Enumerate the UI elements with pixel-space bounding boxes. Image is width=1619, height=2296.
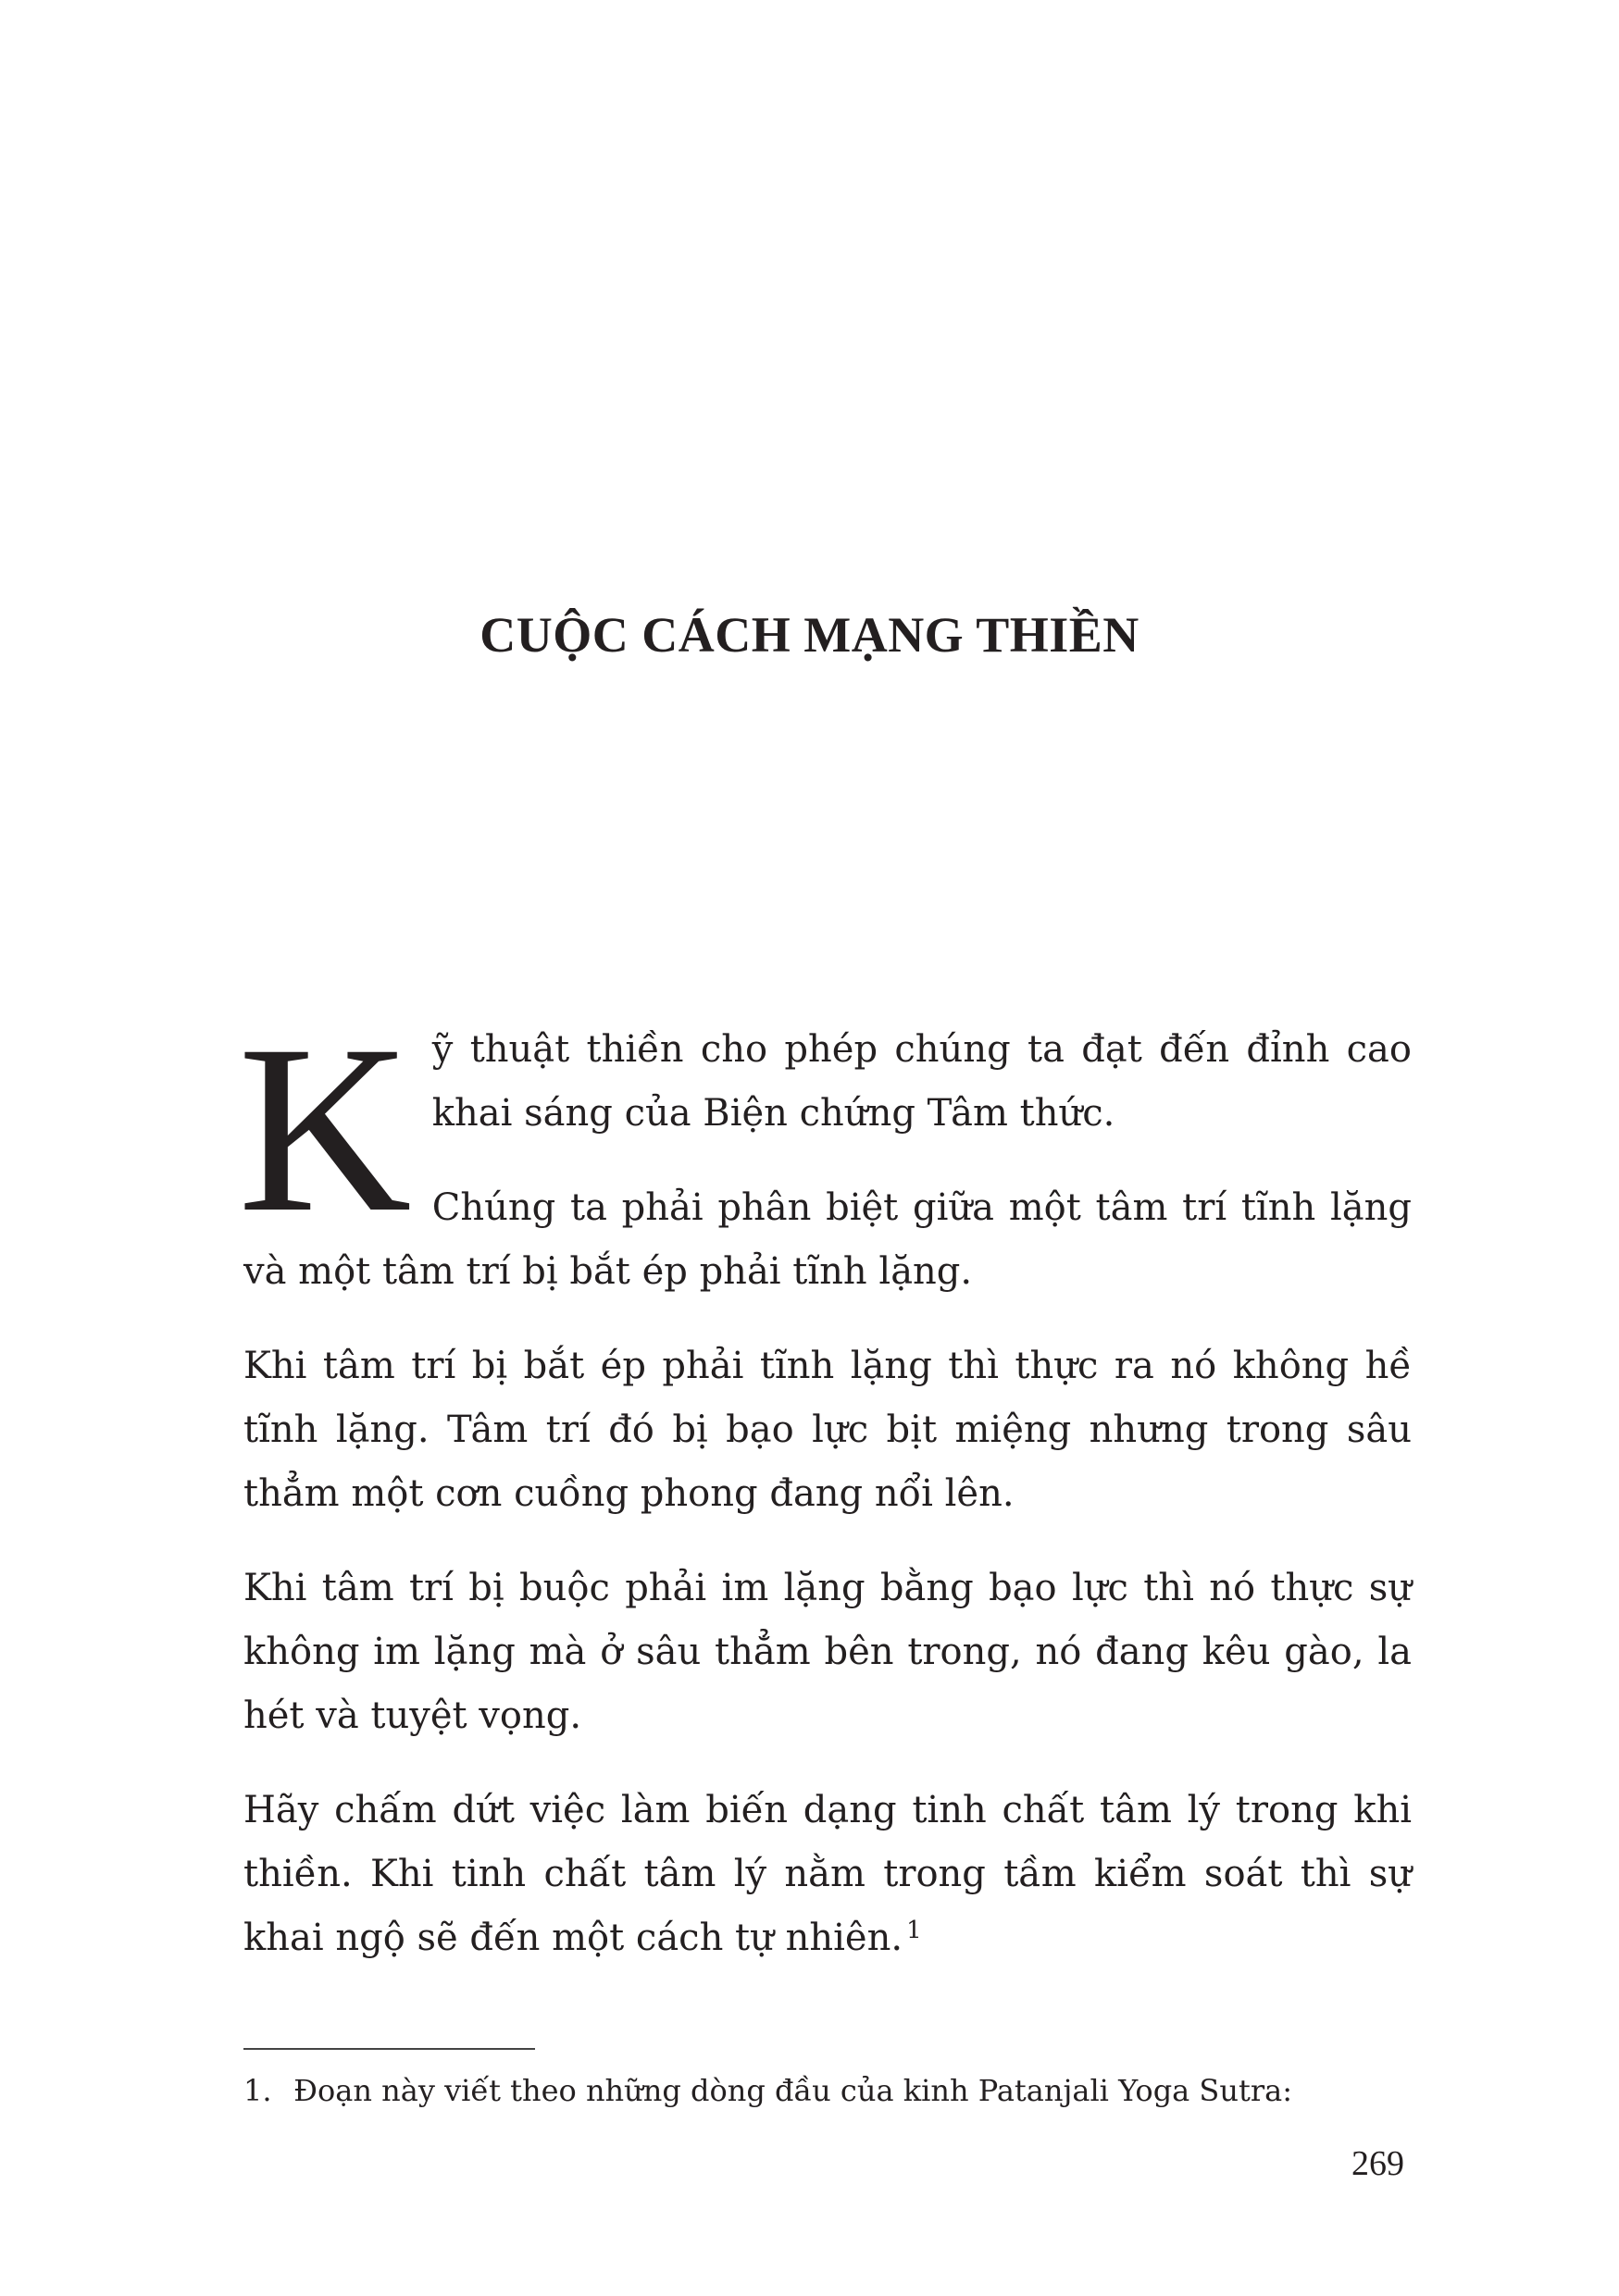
paragraph-2: [243, 1176, 1412, 1304]
chapter-title: CUỘC CÁCH MẠNG THIỀN: [479, 607, 1140, 663]
paragraph-5: [243, 1779, 1412, 1970]
paragraph-3: Khi tâm trí bị bắt ép phải tĩnh lặng thì thực ra nó không hề tĩnh lặng. Tâm trí đó bị bạo lực bịt miệng nhưng trong sâu thẳm một cơn cuồng phong đang nổi lên.: [243, 1345, 1412, 1515]
footnote-number: 1.: [243, 2073, 272, 2108]
footnote-text: Đoạn này viết theo những dòng đầu của kinh Patanjali Yoga Sutra:: [293, 2073, 1292, 2108]
footnote-divider: [243, 2048, 535, 2050]
footnote-reference[interactable]: 1: [906, 1917, 922, 1944]
page-number: 269: [1351, 2144, 1404, 2183]
paragraph-4: Khi tâm trí bị buộc phải im lặng bằng bạo lực thì nó thực sự không im lặng mà ở sâu thẳm bên trong, nó đang kêu gào, la hét và tuyệt vọng.: [243, 1567, 1412, 1737]
paragraph-2-text: Chúng ta phải phân biệt giữa một tâm trí tĩnh lặng và một tâm trí bị bắt ép phải tĩnh lặng.: [243, 1186, 1412, 1293]
paragraph-1-text: ỹ thuật thiền cho phép chúng ta đạt đến đỉnh cao khai sáng của Biện chứng Tâm thức.: [431, 1028, 1412, 1135]
chapter-body: [238, 996, 1412, 2001]
footnote: [243, 2073, 1412, 2108]
drop-cap: K: [238, 996, 412, 1262]
paragraph-5-text: Hãy chấm dứt việc làm biến dạng tinh chất tâm lý trong khi thiền. Khi tinh chất tâm lý nằm trong tầm kiểm soát thì sự khai ngộ sẽ đến một cách tự nhiên.: [243, 1789, 1412, 1959]
